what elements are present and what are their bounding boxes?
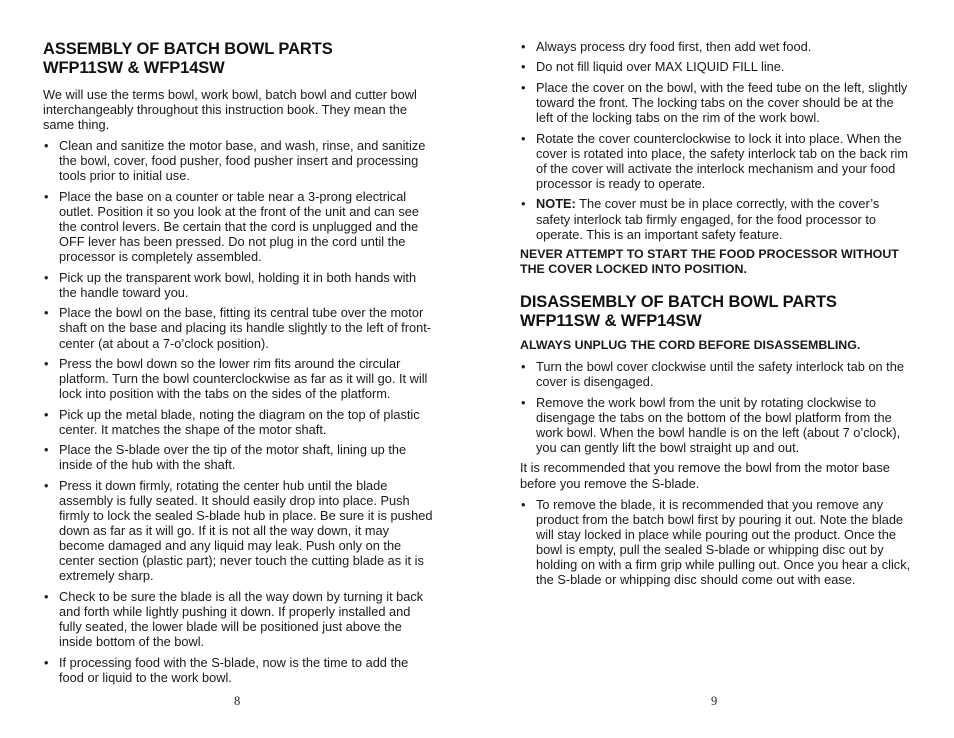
bullet-glyph: •: [44, 477, 49, 493]
list-item-text: Check to be sure the blade is all the way down by turning it back and forth while lightly pushing it down. If properly installed and fully seated, the lower blade will be positioned just above the inside bottom of the bowl.: [59, 588, 424, 650]
list-item: [43, 478, 435, 584]
left-page-content: [43, 0, 435, 685]
cover-warning: NEVER ATTEMPT TO START THE FOOD PROCESSOR WITHOUT THE COVER LOCKED INTO POSITION.: [520, 247, 899, 277]
list-item-text: Place the bowl on the base, fitting its central tube over the motor shaft on the base and placing its handle slightly to the left of front-center (at about a 7-o’clock position).: [59, 305, 432, 351]
recommendation-text: It is recommended that you remove the bowl from the motor base before you remove the S-blade.: [520, 460, 890, 491]
list-item: [43, 407, 435, 437]
assembly-heading-line1: ASSEMBLY OF BATCH BOWL PARTS: [43, 40, 333, 58]
bullet-glyph: •: [521, 394, 526, 410]
list-item-text: Do not fill liquid over MAX LIQUID FILL line.: [536, 59, 785, 75]
list-item: [520, 395, 912, 455]
bullet-glyph: •: [521, 496, 526, 512]
list-item-text: Pick up the metal blade, noting the diagram on the top of plastic center. It matches the shape of the motor shaft.: [59, 406, 420, 437]
page-number-right: 9: [711, 694, 718, 708]
bullet-glyph: •: [44, 406, 49, 422]
bullet-glyph: •: [521, 130, 526, 146]
list-item: [520, 80, 912, 125]
assembly-steps-list: [43, 138, 435, 685]
list-item-text: Place the S-blade over the tip of the motor shaft, lining up the inside of the hub with the shaft.: [59, 442, 407, 473]
bullet-glyph: •: [44, 588, 49, 604]
assembly-intro: We will use the terms bowl, work bowl, batch bowl and cutter bowl interchangeably throughout this instruction book. They mean the same thing.: [43, 87, 417, 133]
list-item-text: Remove the work bowl from the unit by rotating clockwise to disengage the tabs on the bottom of the bowl platform from the work bowl. When the bowl handle is on the left (about 7 o’clock), you can gently lift the bowl straight up and out.: [536, 394, 901, 455]
page-number-left: 8: [234, 694, 241, 708]
cover-steps-list: [520, 39, 912, 242]
list-item-text: Turn the bowl cover clockwise until the safety interlock tab on the cover is disengaged.: [536, 359, 904, 390]
list-item: [520, 131, 912, 191]
bullet-glyph: •: [44, 356, 49, 372]
list-item: [43, 270, 435, 300]
list-item: [520, 39, 912, 54]
note-text: The cover must be in place correctly, with the cover’s safety interlock tab firmly engaged, for the food processor to operate. This is an important safety feature.: [536, 196, 880, 242]
right-page: [520, 0, 912, 593]
list-item: [43, 189, 435, 264]
list-item: [520, 59, 912, 74]
note-label: NOTE:: [536, 196, 576, 212]
disassembly-heading-line2: WFP11SW & WFP14SW: [520, 312, 702, 331]
assembly-heading-line2: WFP11SW & WFP14SW: [43, 59, 225, 77]
disassembly-heading: [520, 293, 912, 331]
bullet-glyph: •: [521, 39, 526, 54]
list-item-text: Place the base on a counter or table near a 3-prong electrical outlet. Position it so you look at the front of the unit and can see the control levers. Be certain that the cord is unplugged and the OFF lever has been pressed. Do not plug in the cord until the processor is completely assembled.: [59, 188, 419, 265]
list-item-text: Always process dry food first, then add wet food.: [536, 39, 812, 54]
list-item: [43, 442, 435, 472]
list-item: [520, 359, 912, 389]
list-item-text: Place the cover on the bowl, with the feed tube on the left, slightly toward the front. The locking tabs on the cover should be at the left of the locking tabs on the rim of the work bowl.: [536, 79, 908, 126]
list-item-text: Press the bowl down so the lower rim fits around the circular platform. Turn the bowl counterclockwise as far as it will go. It will lock into position with the tabs on the sides of the platform.: [59, 356, 428, 402]
disassembly-heading-line1: DISASSEMBLY OF BATCH BOWL PARTS: [520, 293, 837, 312]
list-item-text: To remove the blade, it is recommended that you remove any product from the batch bowl first by pouring it out. Note the blade will stay locked in place while pouring out the product. Once the bowl is empty, pull the sealed S-blade or whipping disc out by holding on with a firm grip while pulling out. Once you hear a click, the S-blade or whipping disc should come out with ease.: [536, 496, 911, 588]
bullet-glyph: •: [44, 442, 49, 458]
unplug-notice: ALWAYS UNPLUG THE CORD BEFORE DISASSEMBLING.: [520, 338, 861, 353]
list-item: [43, 356, 435, 401]
list-item: [43, 589, 435, 649]
list-item: [43, 138, 435, 183]
list-item-text: Press it down firmly, rotating the center hub until the blade assembly is fully seated. It should easily drop into place. Push firmly to lock the sealed S-blade hub in place. Be sure it is pushed down as far as it will go. If it is not all the way down, it may become damaged and any liquid may leak. Push only on the center section (plastic part); never touch the cutting blade as it is extremely sharp.: [59, 477, 433, 584]
list-item: [43, 655, 435, 685]
bullet-glyph: •: [44, 654, 49, 670]
list-item-text: Clean and sanitize the motor base, and wash, rinse, and sanitize the bowl, cover, food pusher, food pusher insert and processing tools prior to initial use.: [59, 138, 426, 184]
bullet-glyph: •: [521, 196, 526, 212]
bullet-glyph: •: [44, 269, 49, 285]
disassembly-steps-list: [520, 359, 912, 455]
list-item: [520, 497, 912, 588]
assembly-heading: [43, 40, 435, 78]
bullet-glyph: •: [44, 188, 49, 204]
bullet-glyph: •: [44, 305, 49, 321]
list-item-text: If processing food with the S-blade, now is the time to add the food or liquid to the work bowl.: [59, 654, 409, 685]
bullet-glyph: •: [521, 359, 526, 375]
bullet-glyph: •: [521, 59, 526, 75]
list-item-text: Pick up the transparent work bowl, holding it in both hands with the handle toward you.: [59, 269, 417, 300]
list-item: [43, 305, 435, 350]
bullet-glyph: •: [44, 138, 49, 154]
note-item: [520, 196, 912, 241]
blade-removal-list: [520, 497, 912, 588]
right-page-content: [520, 0, 912, 587]
list-item-text: Rotate the cover counterclockwise to lock it into place. When the cover is rotated into place, the safety interlock tab on the back rim of the cover will activate the interlock mechanism and your food processor is ready to operate.: [536, 130, 909, 191]
bullet-glyph: •: [521, 79, 526, 95]
left-page: [43, 0, 435, 690]
